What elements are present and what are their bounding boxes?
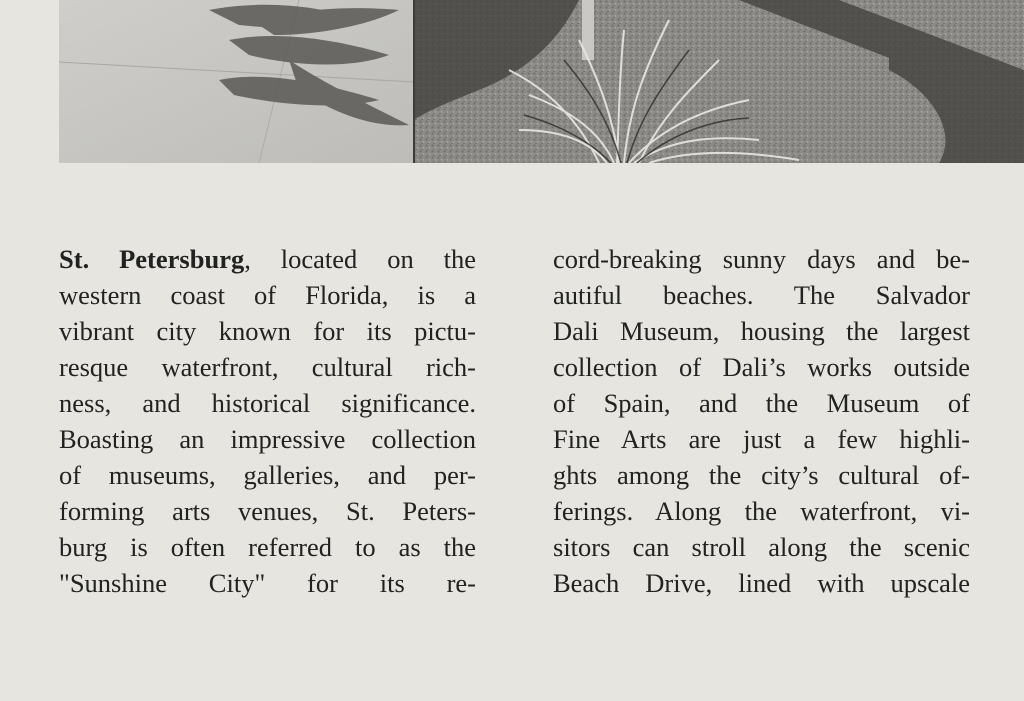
- text-line: Beach Drive, lined with upscale: [553, 568, 970, 598]
- header-photo: [59, 0, 1024, 163]
- text-line: collection of Dali’s works outside: [553, 352, 970, 382]
- article-right-column: [553, 241, 970, 601]
- text-line: resque waterfront, cultural rich-: [59, 352, 476, 382]
- lead-title: St. Petersburg: [59, 244, 245, 274]
- article-left-column: [59, 241, 476, 601]
- text-line: western coast of Florida, is a: [59, 280, 476, 310]
- text-line: of Spain, and the Museum of: [553, 388, 970, 418]
- text-line: ferings. Along the waterfront, vi-: [553, 496, 970, 526]
- text-line: autiful beaches. The Salvador: [553, 280, 970, 310]
- text-line: cord-breaking sunny days and be-: [553, 244, 970, 274]
- text-line: Fine Arts are just a few highli-: [553, 424, 970, 454]
- text-line: sitors can stroll along the scenic: [553, 532, 970, 562]
- text-line: ness, and historical significance.: [59, 388, 476, 418]
- text-line: Boasting an impressive collection: [59, 424, 476, 454]
- text-line: [59, 241, 476, 277]
- text-line: burg is often referred to as the: [59, 532, 476, 562]
- text-line: "Sunshine City" for its re-: [59, 568, 476, 598]
- text-line: of museums, galleries, and per-: [59, 460, 476, 490]
- text-line-content: , located on the: [244, 244, 476, 274]
- photo-art: [59, 0, 1024, 163]
- text-line: Dali Museum, housing the largest: [553, 316, 970, 346]
- text-line: vibrant city known for its pictu-: [59, 316, 476, 346]
- text-line: forming arts venues, St. Peters-: [59, 496, 476, 526]
- text-line: ghts among the city’s cultural of-: [553, 460, 970, 490]
